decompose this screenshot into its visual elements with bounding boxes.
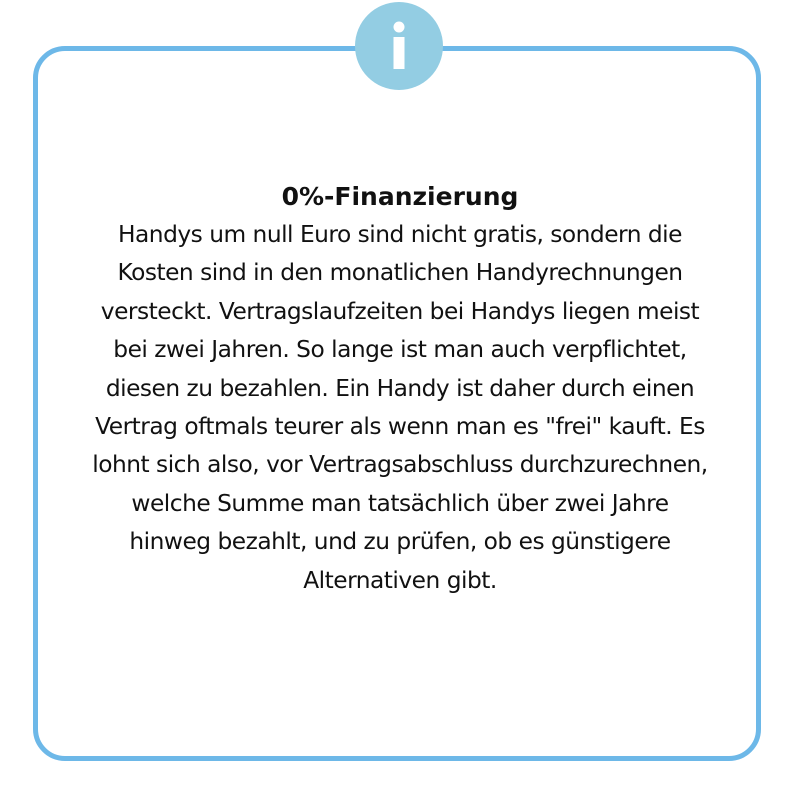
body-line: Alternativen gibt.	[303, 566, 497, 594]
body-line: diesen zu bezahlen. Ein Handy ist daher durch einen	[105, 374, 695, 402]
body-line: bei zwei Jahren. So lange ist man auch verpflichtet,	[113, 336, 687, 364]
body-line: versteckt. Vertragslaufzeiten bei Handys liegen meist	[100, 297, 700, 325]
body-line: welche Summe man tatsächlich über zwei Jahre	[131, 489, 669, 517]
body-line: Vertrag oftmals teurer als wenn man es "frei" kauft. Es	[95, 413, 705, 441]
info-body	[40, 216, 760, 600]
body-line: Kosten sind in den monatlichen Handyrechnungen	[117, 259, 683, 287]
body-line: hinweg bezahlt, und zu prüfen, ob es günstigere	[129, 528, 671, 556]
info-title: 0%-Finanzierung	[281, 182, 519, 211]
info-icon	[355, 2, 443, 90]
body-line: Handys um null Euro sind nicht gratis, sondern die	[118, 221, 682, 248]
info-badge	[355, 2, 443, 90]
body-line: lohnt sich also, vor Vertragsabschluss durchzurechnen,	[92, 451, 708, 479]
info-text	[40, 178, 760, 600]
